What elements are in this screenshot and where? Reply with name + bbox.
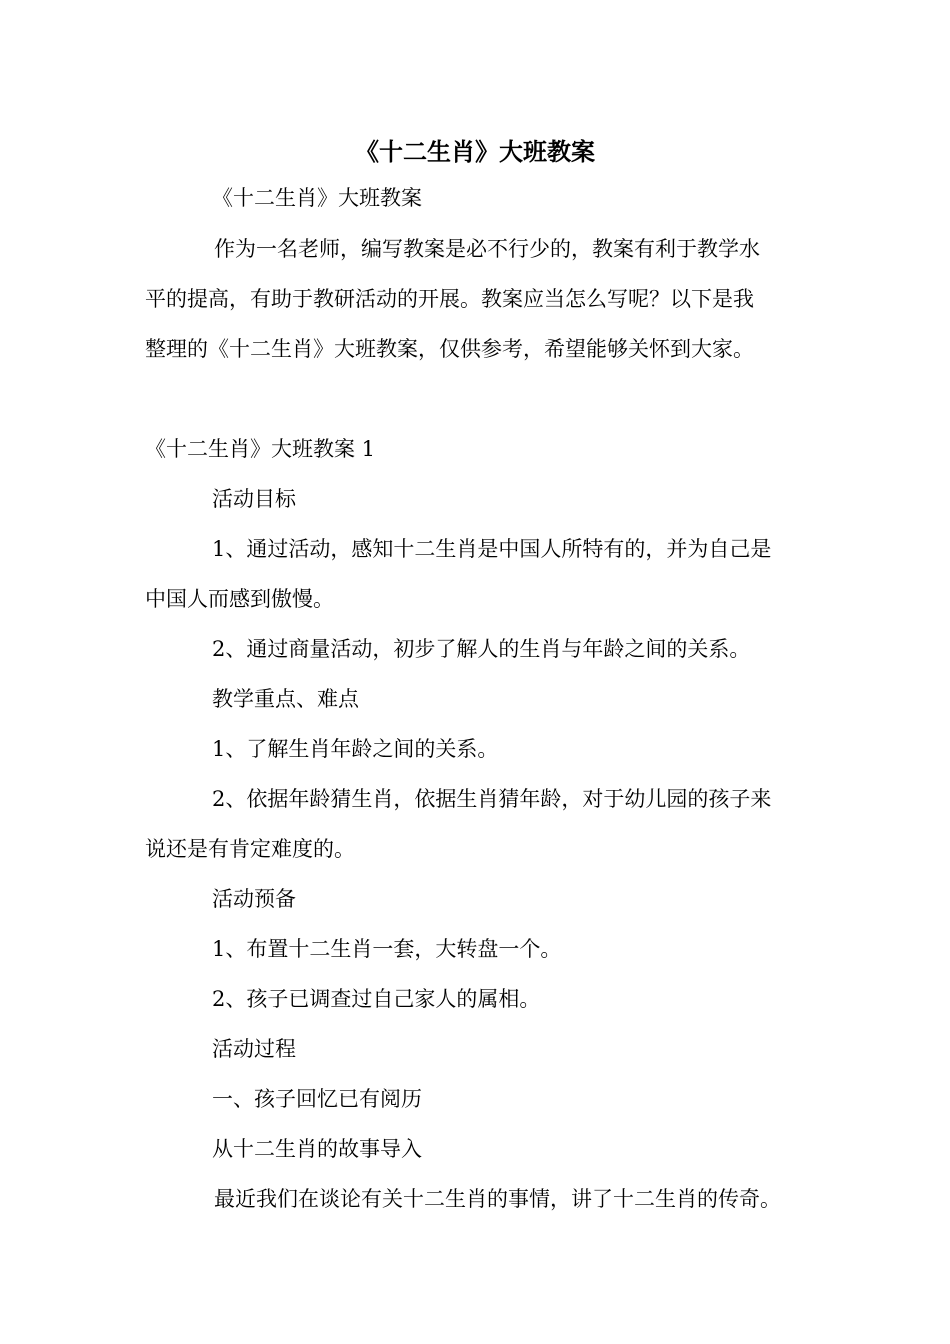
subheading-line: 活动预备 [212, 887, 296, 911]
paragraph-line: 整理的《十二生肖》大班教案，仅供参考，希望能够关怀到大家。 [145, 337, 754, 361]
paragraph-line: 1、布置十二生肖一套，大转盘一个。 [212, 937, 562, 961]
paragraph-line: 2、依据年龄猜生肖，依据生肖猜年龄，对于幼儿园的孩子来 [212, 787, 772, 811]
paragraph-line: 从十二生肖的故事导入 [212, 1137, 422, 1161]
paragraph-line: 平的提高，有助于教研活动的开展。教案应当怎么写呢？以下是我 [145, 287, 754, 311]
subheading-line: 活动过程 [212, 1037, 296, 1061]
section-heading: 《十二生肖》大班教案 1 [145, 437, 376, 461]
subtitle-line: 《十二生肖》大班教案 [212, 186, 422, 210]
subheading-line: 教学重点、难点 [212, 687, 359, 711]
paragraph-line: 一、孩子回忆已有阅历 [212, 1087, 422, 1111]
paragraph-line: 最近我们在谈论有关十二生肖的事情，讲了十二生肖的传奇。 [214, 1187, 781, 1211]
paragraph-line: 1、通过活动，感知十二生肖是中国人所特有的，并为自己是 [212, 537, 772, 561]
paragraph-line: 作为一名老师，编写教案是必不行少的，教案有利于教学水 [214, 237, 760, 261]
subheading-line: 活动目标 [212, 487, 296, 511]
paragraph-line: 说还是有肯定难度的。 [145, 837, 355, 861]
paragraph-line: 2、孩子已调查过自己家人的属相。 [212, 987, 541, 1011]
document-title: 《十二生肖》大班教案 [355, 137, 595, 166]
paragraph-line: 中国人而感到傲慢。 [145, 587, 334, 611]
paragraph-line: 1、了解生肖年龄之间的关系。 [212, 737, 499, 761]
paragraph-line: 2、通过商量活动，初步了解人的生肖与年龄之间的关系。 [212, 637, 751, 661]
